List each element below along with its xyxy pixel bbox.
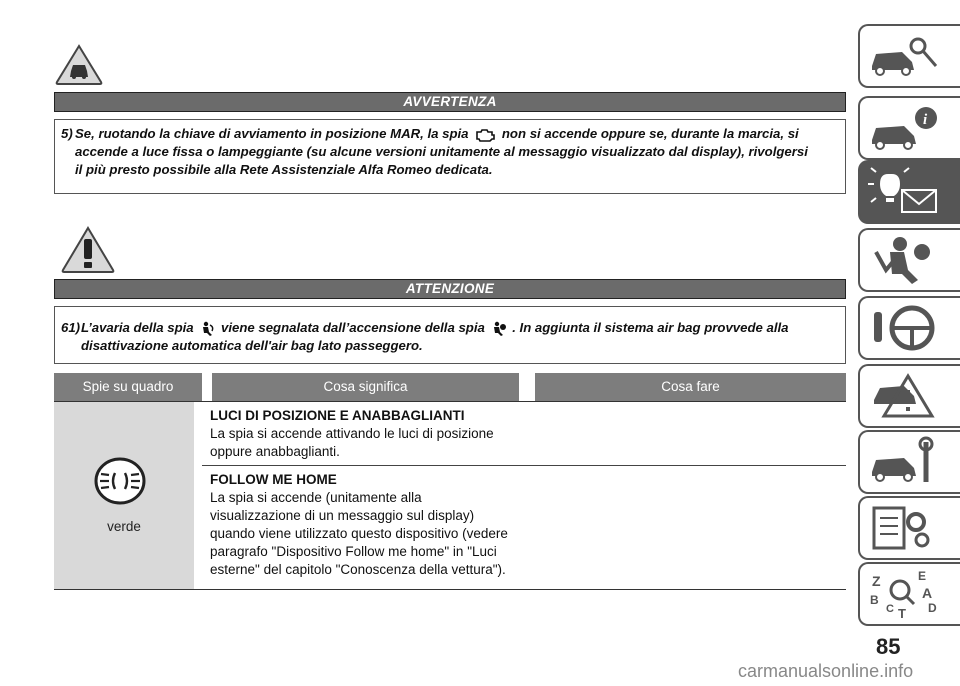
svg-text:B: B [870, 593, 879, 607]
caution-number: 61) [61, 320, 81, 335]
row-divider [202, 465, 846, 466]
tab-car-info[interactable] [858, 96, 960, 160]
engine-warning-icon [474, 128, 496, 142]
car-info-tab-icon [860, 98, 956, 158]
row-text-line: oppure anabbaglianti. [210, 444, 340, 459]
warning-text-1: Se, ruotando la chiave di avviamento in posizione MAR, la spia [75, 126, 469, 141]
warning-text-4: il più presto possibile alla Rete Assistenziale Alfa Romeo dedicata. [75, 162, 493, 177]
emergency-tab-icon [860, 366, 956, 426]
table-row [210, 407, 530, 461]
tab-maintenance[interactable] [858, 430, 960, 494]
row-text-line: visualizzazione di un messaggio sul display) [210, 508, 475, 523]
tab-warning-lights[interactable] [858, 160, 960, 224]
svg-text:T: T [898, 606, 906, 621]
lamp-color-label: verde [107, 519, 141, 534]
svg-text:D: D [928, 601, 937, 615]
warning-note [61, 125, 837, 179]
row-text-line: quando viene utilizzato questo dispositivo (vedere [210, 526, 508, 541]
tab-safety[interactable] [858, 228, 960, 292]
tab-index[interactable] [858, 562, 960, 626]
caution-text-4: disattivazione automatica dell'air bag lato passeggero. [81, 338, 423, 353]
row-text-line: esterne" del capitolo "Conoscenza della vettura"). [210, 562, 506, 577]
table-row [210, 471, 530, 579]
warning-text-2: non si accende oppure se, durante la marcia, si [501, 126, 799, 141]
table-bottom-rule [54, 589, 846, 590]
table-header-action: Cosa fare [535, 373, 846, 401]
car-key-tab-icon [860, 26, 956, 86]
watermark: carmanualsonline.info [738, 661, 914, 681]
warning-heading: AVVERTENZA [54, 92, 846, 112]
caution-text-3: . In aggiunta il sistema air bag provvede alla [512, 320, 789, 335]
row-text-line: La spia si accende attivando le luci di posizione [210, 426, 494, 441]
warning-light-message-tab-icon [860, 162, 956, 222]
caution-box [54, 306, 846, 364]
tab-emergency[interactable] [858, 364, 960, 428]
tab-car-key[interactable] [858, 24, 960, 88]
safety-seat-tab-icon [860, 230, 956, 290]
caution-note [61, 319, 837, 355]
svg-text:E: E [918, 569, 927, 583]
steering-wheel-tab-icon [860, 298, 956, 358]
row-title: FOLLOW ME HOME [210, 472, 337, 487]
row-title: LUCI DI POSIZIONE E ANABBAGLIANTI [210, 408, 465, 423]
warning-number: 5) [61, 126, 73, 141]
table-header-lamps: Spie su quadro [54, 373, 202, 401]
row-text-line: paragrafo "Dispositivo Follow me home" in "Luci [210, 544, 497, 559]
passenger-airbag-off-icon [199, 321, 215, 337]
tab-technical-data[interactable] [858, 496, 960, 560]
index-tab-icon [860, 564, 956, 624]
car-maintenance-tab-icon [860, 432, 956, 492]
caution-heading: ATTENZIONE [54, 279, 846, 299]
table-header-meaning: Cosa significa [212, 373, 519, 401]
technical-data-tab-icon [860, 498, 956, 558]
position-lights-icon [90, 456, 150, 506]
warning-text-3: accende a luce fissa o lampeggiante (su alcune versioni unitamente al messaggio visualizzato dal display), rivolgersi [75, 144, 808, 159]
svg-text:Z: Z [872, 573, 881, 589]
caution-text-2: viene segnalata dall’accensione della spia [220, 320, 485, 335]
caution-text-1: L’avaria della spia [81, 320, 194, 335]
warning-box [54, 119, 846, 194]
svg-text:C: C [886, 603, 894, 615]
car-warning-triangle-icon [54, 44, 104, 86]
page-number: 85 [876, 634, 901, 659]
svg-text:A: A [922, 585, 933, 601]
airbag-icon [491, 321, 507, 337]
exclamation-warning-triangle-icon [60, 226, 116, 274]
row-text-line: La spia si accende (unitamente alla [210, 490, 422, 505]
tab-steering[interactable] [858, 296, 960, 360]
svg-text:i: i [923, 112, 928, 128]
